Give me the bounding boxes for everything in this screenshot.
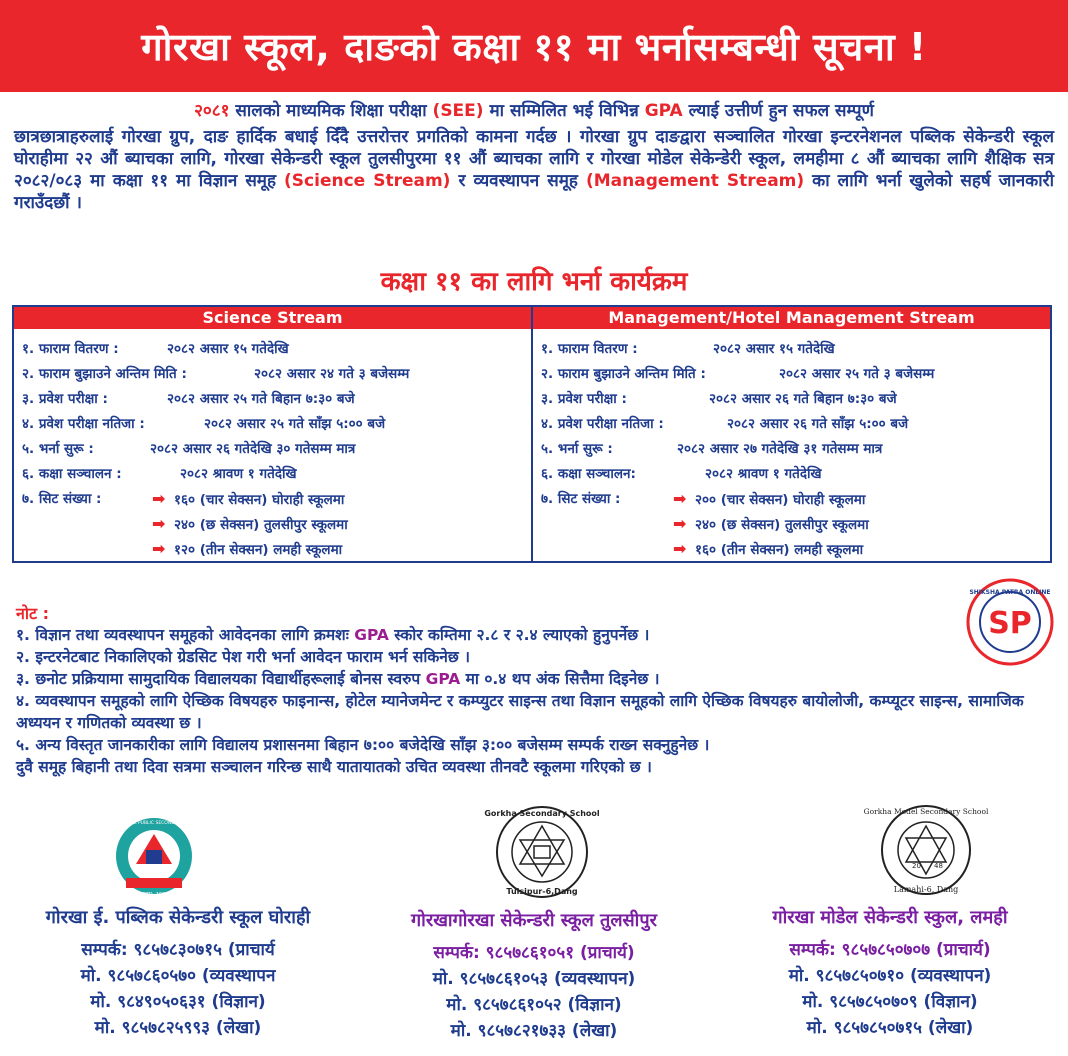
contact-line: सम्पर्क: ९८५७८६१०५१ (प्राचार्य) <box>433 943 635 963</box>
row-value: २०८२ श्रावण १ गतेदेखि <box>180 466 297 482</box>
row-label: २. फाराम बुझाउने अन्तिम मिति : <box>22 366 187 382</box>
row-label: ३. प्रवेश परीक्षा : <box>541 391 627 407</box>
table-row <box>541 414 908 432</box>
contact-line: सम्पर्क: ९८५७८३०७१५ (प्राचार्य <box>81 940 275 960</box>
school-name: गोरखा मोडेल सेकेन्डरी स्कुल, लमही <box>772 907 1008 928</box>
arrow-right-icon: ➡ <box>673 489 687 508</box>
sp-letters: SP <box>988 606 1032 641</box>
lamahi-year-b: 48 <box>934 862 943 870</box>
ghorahi-school-logo <box>104 816 204 904</box>
seat-text: २०० (चार सेक्सन) घोराही स्कूलमा <box>695 492 866 508</box>
note-item <box>16 624 1026 646</box>
lamahi-school-logo <box>863 804 989 904</box>
contact-line: मो. ९८५७८५०७१५ (लेखा) <box>806 1018 974 1038</box>
arrow-right-icon: ➡ <box>152 489 166 508</box>
table-row <box>22 339 289 357</box>
table-row <box>22 489 101 507</box>
row-label: ३. प्रवेश परीक्षा : <box>22 391 108 407</box>
note-text: १. विज्ञान तथा व्यवस्थापन समूहको आवेदनका लागि क्रमशः <box>16 626 355 644</box>
note-item: २. इन्टरनेटबाट निकालिएको ग्रेडसिट पेश गरी भर्ना आवेदन फाराम भर्न सकिनेछ । <box>16 648 470 666</box>
banner-title: गोरखा स्कूल, दाङको कक्षा ११ मा भर्नासम्बन्धी सूचना ! <box>0 0 1068 92</box>
note-item <box>16 668 1026 690</box>
contact-line: मो. ९८५७८६१०५२ (विज्ञान) <box>446 995 622 1015</box>
sp-ring-text: SHIKSHA PATRA ONLINE <box>969 589 1051 596</box>
row-label: ७. सिट संख्या : <box>22 491 102 507</box>
lamahi-ring-top: Gorkha Model Secondary School <box>863 807 989 816</box>
school-ghorahi <box>0 905 356 1041</box>
row-label: ५. भर्ना सुरू : <box>541 441 613 457</box>
contact-line: मो. ९८५७८५०७१० (व्यवस्थापन) <box>788 966 992 986</box>
table-row <box>22 389 355 407</box>
row-value: २०८२ असार २६ गतेदेखि ३० गतेसम्म मात्र <box>150 441 356 457</box>
gpa-abbr: GPA <box>425 670 461 688</box>
contact-list <box>0 937 356 1041</box>
arrow-right-icon: ➡ <box>152 539 166 558</box>
intro-text: सालको माध्यमिक शिक्षा परीक्षा <box>229 101 433 121</box>
row-label: ५. भर्ना सुरू : <box>22 441 94 457</box>
intro-text: मा सम्मिलित भई विभिन्न <box>483 101 645 121</box>
table-row <box>22 439 355 457</box>
intro-body: छात्रछात्राहरुलाई गोरखा ग्रुप, दाङ हार्दिक बधाई दिँदै उत्तरोत्तर प्रगतिको कामना गर्दछ । गोरखा ग्रुप दाङद्वारा सञ्चालित गोरखा इन्टरनेशनल पब्लिक सेकेन्डरी स्कूल घोराहीमा २२ औं ब्याचका लागि, गोरखा सेकेन्डरी स्कूल तुलसीपुरमा ११ औं ब्याचका लागि र गोरखा मोडेल सेकेन्डेरी स्कूल, लमहीमा ८ औं ब्याचका लागि शैक्षिक सत्र २०८२/०८३ मा कक्षा ११ मा विज्ञान समूह <box>14 127 1054 191</box>
ghorahi-ring-text: GORKHA INT'L PUBLIC SECONDARY SCHOOL <box>104 821 204 826</box>
management-column <box>531 307 1050 561</box>
table-row <box>541 464 822 482</box>
table-row <box>22 414 385 432</box>
tulsipur-school-logo <box>484 804 600 904</box>
row-value: २०८२ असार १५ गतेदेखि <box>167 341 289 357</box>
table-row <box>22 364 409 382</box>
program-title: कक्षा ११ का लागि भर्ना कार्यक्रम <box>380 267 688 297</box>
seat-text: १६० (तीन सेक्सन) लमही स्कूलमा <box>695 542 864 558</box>
table-row <box>22 464 297 482</box>
intro-text: ल्याई उत्तीर्ण हुन सफल सम्पूर्ण <box>682 101 874 121</box>
intro-body: का लागि भर्ना खुलेको सहर्ष जानकारी गराउँदछौं । <box>14 171 1054 213</box>
management-stream-label: (Management Stream) <box>585 171 805 191</box>
row-label: २. फाराम बुझाउने अन्तिम मिति : <box>541 366 706 382</box>
ghorahi-est-text: ESTD. 1998 <box>139 892 169 898</box>
contact-line: मो. ९८५७८५०७०९ (विज्ञान) <box>802 992 978 1012</box>
gpa-abbr: GPA <box>354 626 389 644</box>
row-value: २०८२ असार २५ गते ३ बजेसम्म <box>779 366 935 382</box>
seat-item <box>152 514 348 533</box>
arrow-right-icon: ➡ <box>673 539 687 558</box>
contact-line: मो. ९८५७८६०५७० (व्यवस्थापन <box>80 966 276 986</box>
row-value: २०८२ असार २५ गते बिहान ७:३० बजे <box>167 391 355 407</box>
row-label: ६. कक्षा सञ्चालन: <box>541 466 636 482</box>
contact-list <box>712 937 1068 1041</box>
science-stream-label: (Science Stream) <box>284 171 451 191</box>
table-row <box>541 389 897 407</box>
tulsipur-ring-bottom: Tulsipur-6,Dang <box>506 887 578 896</box>
row-label: ६. कक्षा सञ्चालन : <box>22 466 122 482</box>
note-text: ३. छनोट प्रक्रियामा सामुदायिक विद्यालयका विद्यार्थीहरूलाई बोनस स्वरुप <box>16 670 426 688</box>
row-label: १. फाराम वितरण : <box>541 341 638 357</box>
table-row <box>541 439 882 457</box>
management-header: Management/Hotel Management Stream <box>533 307 1050 329</box>
notes-list <box>16 624 1026 778</box>
seat-item <box>673 514 869 533</box>
row-value: २०८२ असार २७ गतेदेखि ३१ गतेसम्म मात्र <box>677 441 883 457</box>
see-year: २०८१ <box>194 101 230 121</box>
arrow-right-icon: ➡ <box>152 514 166 533</box>
row-label: ४. प्रवेश परीक्षा नतिजा : <box>22 416 145 432</box>
lamahi-year-a: 20 <box>912 862 921 870</box>
lamahi-ring-bottom: Lamahi-6, Dang <box>893 885 959 894</box>
seat-item <box>152 539 342 558</box>
table-row <box>541 339 835 357</box>
see-abbr: (SEE) <box>432 101 484 121</box>
intro-body: र व्यवस्थापन समूह <box>450 171 586 191</box>
note-text: मा ०.४ थप अंक सित्तैमा दिइनेछ । <box>460 670 660 688</box>
seat-item <box>152 489 344 508</box>
table-row <box>541 489 620 507</box>
science-header: Science Stream <box>14 307 531 329</box>
school-lamahi <box>712 905 1068 1041</box>
row-label: १. फाराम वितरण : <box>22 341 119 357</box>
row-value: २०८२ श्रावण १ गतेदेखि <box>705 466 822 482</box>
notes-title: नोट : <box>16 604 50 623</box>
table-row <box>541 364 934 382</box>
note-item: ५. अन्य विस्तृत जानकारीका लागि विद्यालय प्रशासनमा बिहान ७:०० बजेदेखि साँझ ३:०० बजेसम्म सम्पर्क राख्न सक्नुहुनेछ । <box>16 736 710 754</box>
school-tulsipur <box>356 908 712 1044</box>
row-value: २०८२ असार २५ गते साँझ ५:०० बजे <box>204 416 386 432</box>
seat-text: १२० (तीन सेक्सन) लमही स्कूलमा <box>174 542 343 558</box>
note-item: ४. व्यवस्थापन समूहको लागि ऐच्छिक विषयहरु फाइनान्स, होटेल म्यानेजमेन्ट र कम्प्युटर साइन्स तथा विज्ञान समूहको लागि ऐच्छिक विषयहरु बायोलोजी, कम्प्यूटर साइन्स, सामाजिक अध्ययन र गणितको व्यवस्था छ । <box>16 692 1024 732</box>
row-label: ४. प्रवेश परीक्षा नतिजा : <box>541 416 664 432</box>
seat-text: २४० (छ सेक्सन) तुलसीपुर स्कूलमा <box>695 517 869 533</box>
row-value: २०८२ असार २४ गते ३ बजेसम्म <box>254 366 410 382</box>
seat-item <box>673 539 863 558</box>
tulsipur-ring-top: Gorkha Secondary School <box>484 809 600 818</box>
arrow-right-icon: ➡ <box>673 514 687 533</box>
science-column <box>14 307 531 561</box>
contact-line: मो. ९८५७८६१०५३ (व्यवस्थापन) <box>432 969 636 989</box>
intro-first-line <box>14 100 1054 126</box>
intro-paragraph <box>14 100 1054 214</box>
contact-line: मो. ९८४९०५०६३१ (विज्ञान) <box>90 992 266 1012</box>
contact-list <box>356 940 712 1044</box>
school-name: गोरखागोरखा सेकेन्डरी स्कूल तुलसीपुर <box>411 910 657 931</box>
seat-text: १६० (चार सेक्सन) घोराही स्कूलमा <box>174 492 345 508</box>
seat-text: २४० (छ सेक्सन) तुलसीपुर स्कूलमा <box>174 517 348 533</box>
contact-line: मो. ९८५७८२१७३३ (लेखा) <box>450 1021 618 1041</box>
row-value: २०८२ असार २६ गते साँझ ५:०० बजे <box>727 416 909 432</box>
admission-schedule-table <box>12 305 1052 563</box>
gpa-abbr: GPA <box>644 101 683 121</box>
seat-item <box>673 489 865 508</box>
school-name: गोरखा ई. पब्लिक सेकेन्डरी स्कूल घोराही <box>45 907 311 928</box>
note-item: दुवै समूह बिहानी तथा दिवा सत्रमा सञ्चालन गरिन्छ साथै यातायातको उचित व्यवस्था तीनवटै स्कूलमा गरिएको छ । <box>16 758 652 776</box>
note-text: स्कोर कम्तिमा २.८ र २.४ ल्याएको हुनुपर्नेछ । <box>388 626 650 644</box>
row-label: ७. सिट संख्या : <box>541 491 621 507</box>
contact-line: सम्पर्क: ९८५७८५०७०७ (प्राचार्य) <box>789 940 991 960</box>
row-value: २०८२ असार १५ गतेदेखि <box>713 341 835 357</box>
contact-line: मो. ९८५७८२५९९३ (लेखा) <box>94 1018 262 1038</box>
row-value: २०८२ असार २६ गते बिहान ७:३० बजे <box>709 391 897 407</box>
